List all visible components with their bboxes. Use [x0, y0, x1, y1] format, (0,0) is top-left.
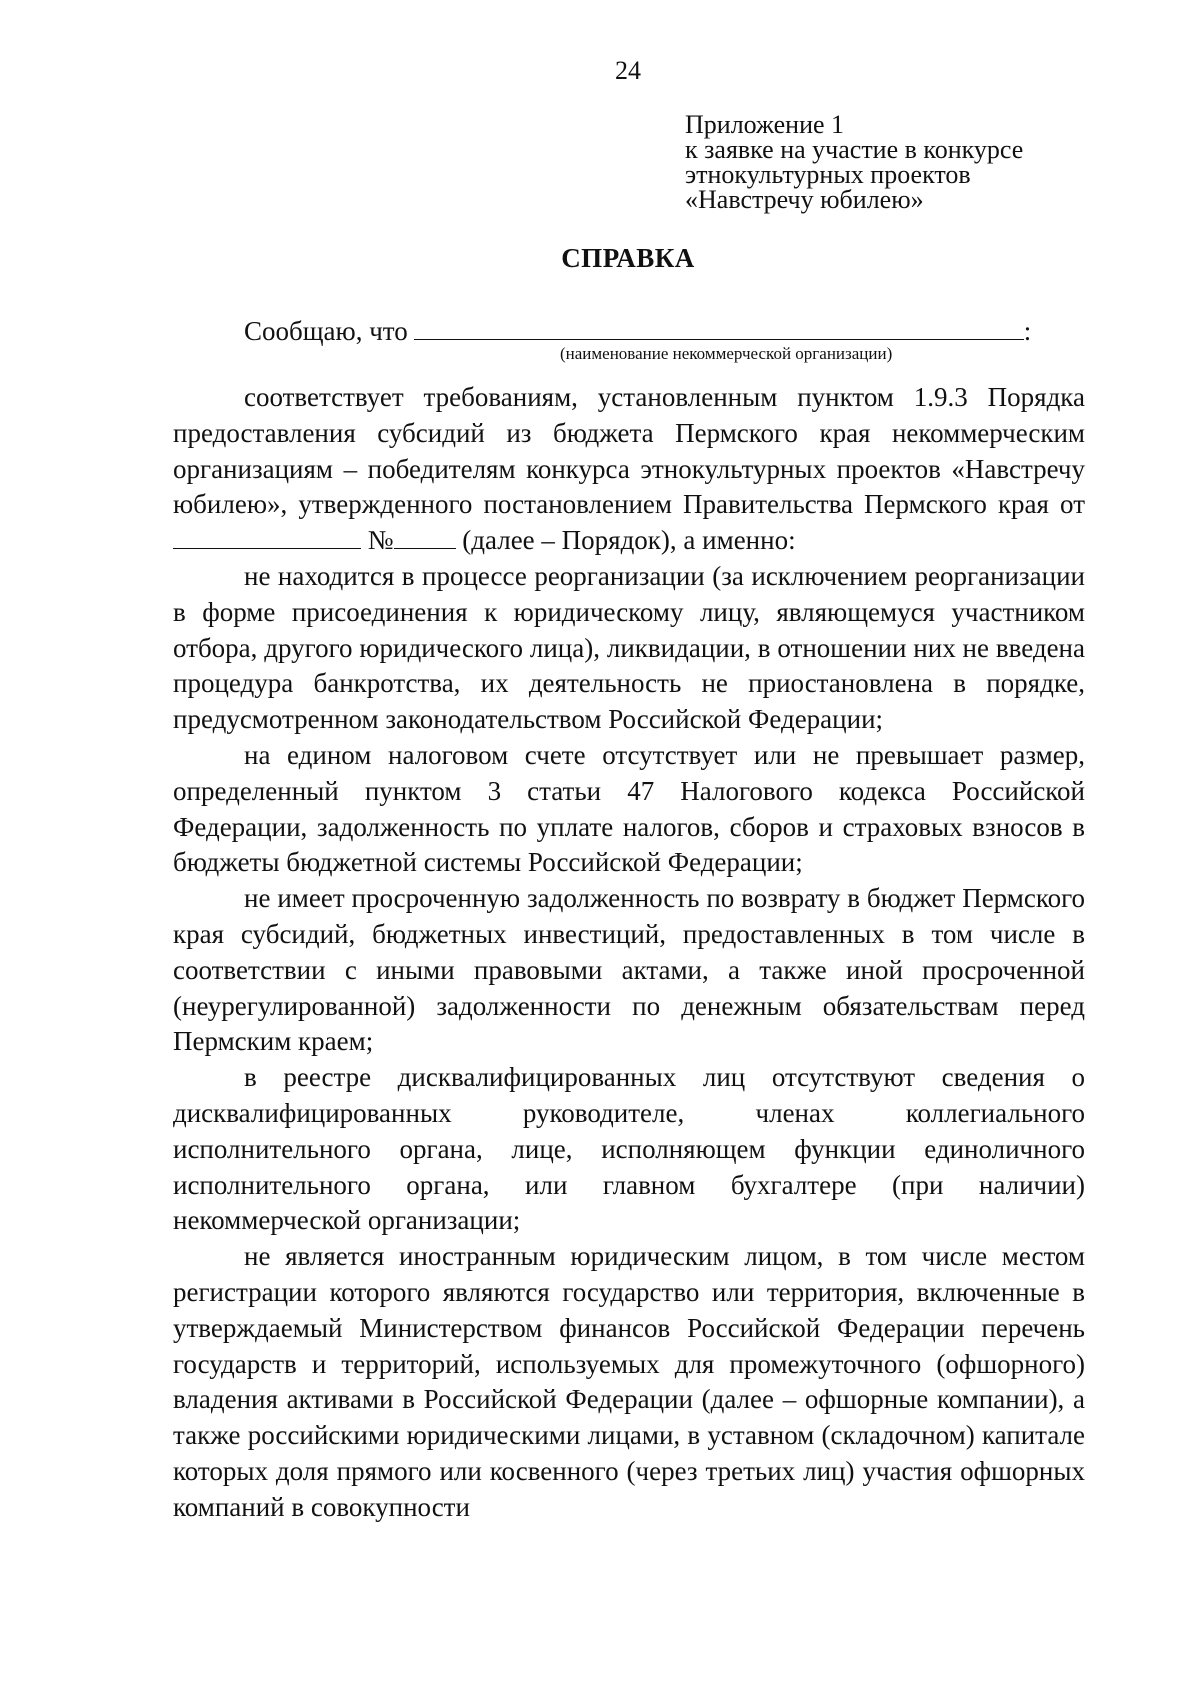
paragraph: [173, 380, 1085, 559]
paragraph: не находится в процессе реорганизации (за исключением реорганизации в форме присоединения к юридическому лицу, являющемуся участником отбора, другого юридического лица), ликвидации, в отношении них не введена процедура банкротства, их деятельность не приостановлена в порядке, предусмотренном законодательством Российской Федерации;: [173, 560, 1085, 735]
paragraph: не имеет просроченную задолженность по возврату в бюджет Пермского края субсидий, бюджетных инвестиций, предоставленных в том числе в соответствии с иными правовыми актами, а также иной просроченной (неурегулированной) задолженности по денежным обязательствам перед Пермским краем;: [173, 883, 1085, 1057]
document-title: СПРАВКА: [561, 243, 695, 273]
document-body: [173, 380, 1085, 1526]
date-blank: [173, 524, 361, 549]
appendix-line: этнокультурных проектов: [685, 160, 971, 189]
paragraph: в реестре дисквалифицированных лиц отсутствуют сведения о дисквалифицированных руководителе, членах коллегиального исполнительного органа, лице, исполняющем функции единоличного исполнительного органа, или главном бухгалтере (при наличии) некоммерческой организации;: [173, 1062, 1085, 1236]
paragraph-text: (далее – Порядок), а именно:: [462, 525, 796, 556]
appendix-line: к заявке на участие в конкурсе: [685, 135, 1024, 164]
paragraph: на едином налоговом счете отсутствует или не превышает размер, определенный пунктом 3 статьи 47 Налогового кодекса Российской Федерации, задолженность по уплате налогов, сборов и страховых взносов в бюджеты бюджетной системы Российской Федерации;: [173, 739, 1085, 878]
page-number: 24: [615, 56, 641, 85]
appendix-line: Приложение 1: [685, 110, 845, 139]
report-suffix: :: [1023, 316, 1032, 346]
number-blank: [394, 524, 456, 549]
organization-name-blank: [414, 311, 1024, 340]
blank-caption: (наименование некоммерческой организации): [560, 344, 893, 363]
number-sign: №: [367, 525, 394, 556]
report-prefix: Сообщаю, что: [244, 316, 408, 346]
paragraph-text: соответствует требованиям, установленным пунктом 1.9.3 Порядка предоставления субсидий из бюджета Пермского края некоммерческим организациям – победителям конкурса этнокультурных проектов «Навстречу юбилею», утвержденного постановлением Правительства Пермского края от: [173, 382, 1085, 520]
appendix-header: [685, 112, 1023, 212]
appendix-line: «Навстречу юбилею»: [685, 185, 924, 214]
paragraph: не является иностранным юридическим лицом, в том числе местом регистрации которого являются государство или территория, включенные в утверждаемый Министерством финансов Российской Федерации перечень государств и территорий, используемых для промежуточного (офшорного) владения активами в Российской Федерации (далее – офшорные компании), а также российскими юридическими лицами, в уставном (складочном) капитале которых доля прямого или косвенного (через третьих лиц) участия офшорных компаний в совокупности: [173, 1241, 1085, 1522]
report-line: [244, 311, 1031, 347]
